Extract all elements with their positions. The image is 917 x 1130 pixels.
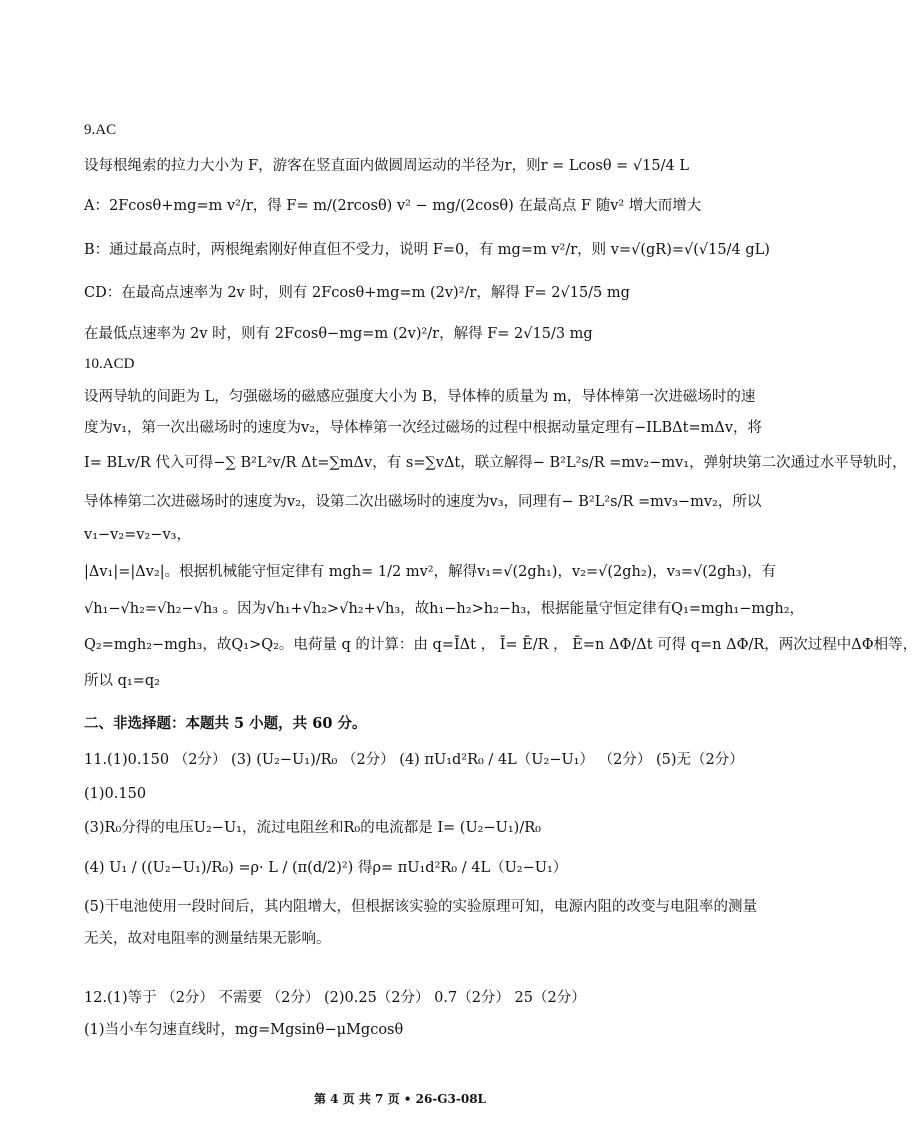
section-heading: 二、非选择题：本题共 5 小题，共 60 分。 [84, 715, 367, 732]
q11-step-1: (1)0.150 [84, 786, 147, 802]
q10-line-3: I= BLv/R 代入可得−∑ B²L²v/R Δt=∑mΔv，有 s=∑vΔt，联立解得− B²L²s/R =mv₂−mv₁，弹射块第二次通过水平导轨时， [84, 455, 907, 471]
q12-answers: 12.(1)等于 （2分） 不需要 （2分） (2)0.25（2分） 0.7（2分） 25（2分） [84, 990, 586, 1006]
q10-line-4: 导体棒第二次进磁场时的速度为v₂，设第二次出磁场时的速度为v₃，同理有− B²L²s/R =mv₃−mv₂，所以 [84, 494, 762, 510]
q10-line-5: v₁−v₂=v₂−v₃， [84, 527, 191, 543]
q9-option-cd: CD：在最高点速率为 2v 时，则有 2Fcosθ+mg=m (2v)²/r，解得 F= 2√15/5 mg [84, 285, 630, 301]
q10-line-9: 所以 q₁=q₂ [84, 673, 160, 689]
q12-step-1: (1)当小车匀速直线时，mg=Mgsinθ−μMgcosθ [84, 1022, 404, 1038]
q10-line-2: 度为v₁，第一次出磁场时的速度为v₂，导体棒第一次经过磁场的过程中根据动量定理有−ILBΔt=mΔv，将 [84, 420, 763, 436]
q9-answer: 9.AC [84, 122, 117, 138]
q10-line-7: √h₁−√h₂=√h₂−√h₃ 。因为√h₁+√h₂>√h₂+√h₃，故h₁−h₂>h₂−h₃，根据能量守恒定律有Q₁=mgh₁−mgh₂， [84, 601, 805, 617]
q9-option-b: B：通过最高点时，两根绳索刚好伸直但不受力，说明 F=0，有 mg=m v²/r，则 v=√(gR)=√(√15/4 gL) [84, 242, 770, 258]
q10-line-6: |Δv₁|=|Δv₂|。根据机械能守恒定律有 mgh= 1/2 mv²，解得v₁=√(2gh₁)，v₂=√(2gh₂)，v₃=√(2gh₃)，有 [84, 564, 777, 580]
q11-step-5a: (5)干电池使用一段时间后，其内阻增大，但根据该实验的实验原理可知，电源内阻的改变与电阻率的测量 [84, 899, 758, 915]
page-footer: 第 4 页 共 7 页 • 26-G3-08L [313, 1092, 486, 1106]
q9-lowest-point: 在最低点速率为 2v 时，则有 2Fcosθ−mg=m (2v)²/r，解得 F= 2√15/3 mg [84, 326, 593, 342]
q10-answer: 10.ACD [84, 356, 135, 372]
q11-step-5b: 无关，故对电阻率的测量结果无影响。 [84, 931, 331, 947]
q11-answers: 11.(1)0.150 （2分） (3) (U₂−U₁)/R₀ （2分） (4) πU₁d²R₀ / 4L（U₂−U₁） （2分） (5)无（2分） [84, 752, 744, 768]
q10-line-1: 设两导轨的间距为 L，匀强磁场的磁感应强度大小为 B，导体棒的质量为 m，导体棒第一次进磁场时的速 [84, 389, 756, 405]
q9-setup: 设每根绳索的拉力大小为 F，游客在竖直面内做圆周运动的半径为r，则r = Lcosθ = √15/4 L [84, 158, 689, 174]
q10-line-8: Q₂=mgh₂−mgh₃，故Q₁>Q₂。电荷量 q 的计算：由 q=ĪΔt ， Ī= Ē/R ， Ē=n ΔΦ/Δt 可得 q=n ΔΦ/R，两次过程中ΔΦ相等， [84, 637, 917, 653]
q11-step-3: (3)R₀分得的电压U₂−U₁，流过电阻丝和R₀的电流都是 I= (U₂−U₁)/R₀ [84, 820, 541, 836]
q9-option-a: A：2Fcosθ+mg=m v²/r，得 F= m/(2rcosθ) v² − mg/(2cosθ) 在最高点 F 随v² 增大而增大 [84, 198, 702, 214]
q11-step-4: (4) U₁ / ((U₂−U₁)/R₀) =ρ· L / (π(d/2)²) 得ρ= πU₁d²R₀ / 4L（U₂−U₁） [84, 860, 568, 876]
